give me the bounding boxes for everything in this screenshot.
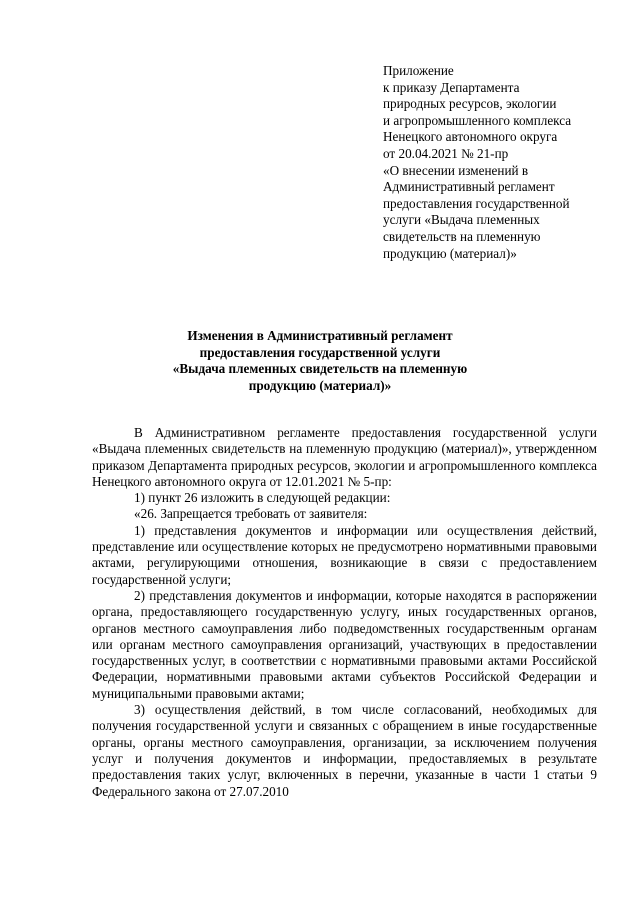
appendix-line: природных ресурсов, экологии xyxy=(383,96,557,112)
item-paragraph: «26. Запрещается требовать от заявителя: xyxy=(134,506,368,522)
body-paragraph: 1) представления документов и информации или осуществления действий, представление или осуществление которых не предусмотрено нормативными правовыми актами, регулирующими отношения, возникающие в связи с предоставлением государственной услуги; xyxy=(92,522,597,587)
appendix-line: услуги «Выдача племенных xyxy=(383,212,540,228)
appendix-line: свидетельств на племенную xyxy=(383,228,541,244)
appendix-line: к приказу Департамента xyxy=(383,79,520,95)
intro-paragraph: В Административном регламенте предоставления государственной услуги «Выдача племенных свидетельств на племенную продукцию (материал)», утвержденном приказом Департамента природных ресурсов, экологии и агропромышленного комплекса Ненецкого автономного округа от 12.01.2021 № 5-пр: xyxy=(92,425,597,489)
appendix-line: Приложение xyxy=(383,63,454,78)
appendix-line: Ненецкого автономного округа xyxy=(383,129,558,145)
title-line: продукцию (материал)» xyxy=(248,377,392,393)
appendix-block xyxy=(383,63,613,262)
body-paragraph: 3) осуществления действий, в том числе согласований, необходимых для получения государственной услуги и связанных с обращением в иные государственные органы, органы местного самоуправления, организации, за исключением получения услуг и получения документов и информации, предоставляемых в результате предоставления таких услуг, включенных в перечни, указанные в части 1 статьи 9 Федерального закона от 27.07.2010 xyxy=(92,702,597,799)
document-body xyxy=(92,425,597,800)
document-title xyxy=(90,328,550,394)
title-line: предоставления государственной услуги xyxy=(199,344,441,360)
body-paragraph: 2) представления документов и информации, которые находятся в распоряжении органа, предоставляющего государственную услугу, иных государственных органов, органов местного самоуправления либо подведомственных государственным органам или органам местного самоуправления организаций, участвующих в предоставлении государственных услуг, в соответствии с нормативными правовыми актами Российской Федерации, нормативными правовыми актами субъектов Российской Федерации и муниципальными правовыми актами; xyxy=(92,587,597,701)
appendix-line: и агропромышленного комплекса xyxy=(383,112,572,128)
title-line: «Выдача племенных свидетельств на племенную xyxy=(172,361,468,377)
title-line: Изменения в Административный регламент xyxy=(187,328,453,343)
appendix-line: Административный регламент xyxy=(383,179,555,195)
appendix-line: от 20.04.2021 № 21-пр xyxy=(383,145,509,161)
appendix-line: предоставления государственной xyxy=(383,195,570,211)
appendix-line: «О внесении изменений в xyxy=(383,162,529,178)
appendix-line: продукцию (материал)» xyxy=(383,245,517,261)
item-paragraph: 1) пункт 26 изложить в следующей редакции: xyxy=(134,490,391,506)
